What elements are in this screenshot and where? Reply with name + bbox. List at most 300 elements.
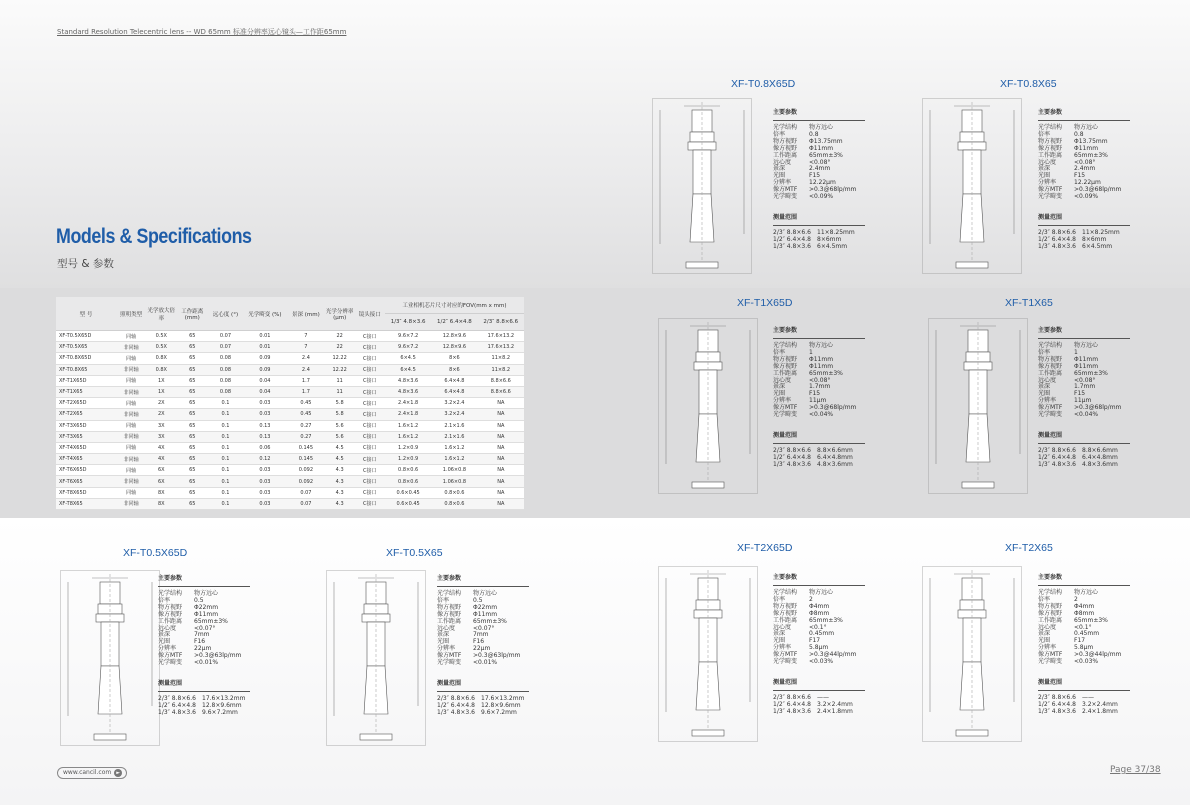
spec-row [773, 659, 865, 666]
spec-value: Φ11mm [809, 355, 834, 363]
spec-key: 光圈 [1038, 172, 1051, 180]
spec-value: 1.7mm [1074, 383, 1096, 391]
table-cell: 65 [176, 498, 208, 509]
spec-value: Φ11mm [1074, 144, 1099, 152]
footer-url-badge[interactable] [57, 767, 127, 779]
spec-key: 分辨率 [158, 645, 177, 653]
spec-key: 工作距离 [1038, 151, 1063, 159]
spec-value: 1 [1074, 348, 1078, 356]
spec-key: 像方MTF [1038, 404, 1063, 412]
spec-value: 0.8 [1074, 130, 1084, 138]
fov-key: 2/3″ 8.8×6.6 [1038, 446, 1076, 454]
spec-key: 光学结构 [1038, 124, 1063, 131]
spec-value: <0.04% [1074, 411, 1099, 419]
table-cell: 0.45 [287, 398, 325, 409]
th-model: 型 号 [56, 297, 116, 331]
spec-value: 物方远心 [1074, 342, 1099, 349]
table-cell: XF-T0.8X65 [56, 364, 116, 375]
spec-value: <0.08° [809, 158, 831, 166]
spec-key: 景深 [1038, 383, 1051, 391]
fov-value: 12.8×9.6mm [202, 701, 242, 709]
fov-key: 1/3″ 4.8×3.6 [773, 707, 811, 715]
spec-value: 12.22μm [1074, 179, 1101, 187]
table-row [56, 420, 524, 431]
table-cell: 1.7 [287, 386, 325, 397]
table-cell: 0.8×0.6 [431, 498, 477, 509]
table-cell: 0.1 [208, 454, 242, 465]
table-cell: 65 [176, 476, 208, 487]
table-cell: 非同轴 [116, 342, 146, 353]
table-cell: 8X [146, 487, 176, 498]
spec-key: 倍率 [158, 596, 171, 604]
spec-key: 光圈 [1038, 390, 1051, 398]
table-cell: 0.27 [287, 431, 325, 442]
table-cell: 65 [176, 431, 208, 442]
fov-key: 1/3″ 4.8×3.6 [773, 460, 811, 468]
spec-value: 物方远心 [809, 342, 834, 349]
spec-key: 工作距离 [158, 617, 183, 625]
fov-value: 9.6×7.2mm [481, 708, 517, 716]
table-cell: C接口 [355, 454, 385, 465]
spec-key: 景深 [773, 383, 786, 391]
table-cell: 2.4 [287, 353, 325, 364]
spec-value: 22μm [473, 645, 491, 653]
table-cell: 非同轴 [116, 498, 146, 509]
table-cell: 65 [176, 364, 208, 375]
spec-value: >0.3@63lp/mm [473, 652, 521, 660]
fov-key: 1/3″ 4.8×3.6 [437, 708, 475, 716]
table-cell: C接口 [355, 498, 385, 509]
spec-key: 工作距离 [437, 617, 462, 625]
table-cell: 6×4.5 [385, 364, 431, 375]
table-cell: 22 [325, 331, 355, 342]
table-cell: 同轴 [116, 331, 146, 342]
measure-range-label: 测量范围 [437, 681, 529, 692]
main-params-label: 主要参数 [1038, 575, 1130, 586]
spec-key: 倍率 [773, 348, 786, 356]
spec-key: 景深 [437, 631, 450, 639]
spec-value: <0.03% [809, 658, 834, 666]
table-cell: 8×6 [431, 353, 477, 364]
spec-key: 光学畸变 [158, 659, 183, 667]
table-cell: 0.03 [243, 398, 287, 409]
table-cell: 9.6×7.2 [385, 331, 431, 342]
th-fov-12: 1/2″ 6.4×4.8 [431, 314, 477, 331]
fov-row [773, 462, 865, 469]
table-cell: 5.6 [325, 420, 355, 431]
table-cell: 3X [146, 420, 176, 431]
measure-range-label: 测量范围 [1038, 215, 1130, 226]
fov-key: 1/2″ 6.4×4.8 [437, 701, 475, 709]
table-cell: 5.6 [325, 431, 355, 442]
spec-key: 工作距离 [773, 369, 798, 377]
fov-value: 17.6×13.2mm [481, 694, 525, 702]
spec-value: 1.7mm [809, 383, 831, 391]
spec-value: <0.03% [1074, 658, 1099, 666]
product-name: XF-T2X65D [737, 542, 793, 554]
table-cell: 6.4×4.8 [431, 386, 477, 397]
table-cell: 0.1 [208, 431, 242, 442]
spec-value: F16 [194, 638, 206, 646]
th-fov: 工业相机芯片尺寸对应的FOV(mm x mm) [385, 297, 524, 314]
fov-value: 11×8.25mm [1082, 228, 1120, 236]
table-cell: 非同轴 [116, 476, 146, 487]
spec-row [437, 660, 529, 667]
spec-value: 0.5 [473, 596, 483, 604]
spec-value: 65mm±3% [194, 617, 228, 625]
fov-key: 2/3″ 8.8×6.6 [773, 228, 811, 236]
spec-value: 物方远心 [1074, 124, 1099, 131]
table-cell: 0.13 [243, 420, 287, 431]
spec-key: 光圈 [773, 637, 786, 645]
spec-key: 倍率 [437, 596, 450, 604]
fov-value: 6×4.5mm [817, 242, 848, 250]
spec-block [773, 110, 865, 251]
th-wd: 工作距离 (mm) [176, 297, 208, 331]
table-cell: 0.145 [287, 442, 325, 453]
spec-key: 光学畸变 [773, 411, 798, 419]
spec-key: 景深 [158, 631, 171, 639]
table-cell: 0.092 [287, 476, 325, 487]
table-cell: 65 [176, 386, 208, 397]
fov-key: 1/2″ 6.4×4.8 [1038, 235, 1076, 243]
table-cell: 0.45 [287, 409, 325, 420]
spec-value: 2 [809, 595, 813, 603]
table-cell: 8X [146, 498, 176, 509]
table-row [56, 386, 524, 397]
table-cell: 65 [176, 420, 208, 431]
main-params-label: 主要参数 [158, 576, 250, 587]
table-cell: 7 [287, 331, 325, 342]
table-cell: NA [478, 465, 524, 476]
spec-value: F15 [809, 390, 821, 398]
spec-table-body [56, 331, 524, 510]
spec-key: 光学结构 [1038, 342, 1063, 349]
spec-block [773, 328, 865, 469]
spec-value: >0.3@68lp/mm [809, 186, 857, 194]
table-cell: 4X [146, 442, 176, 453]
table-cell: 0.09 [243, 353, 287, 364]
table-cell: 4.5 [325, 442, 355, 453]
spec-key: 光圈 [773, 390, 786, 398]
spec-key: 景深 [1038, 165, 1051, 173]
table-cell: 非同轴 [116, 409, 146, 420]
table-cell: 0.1 [208, 465, 242, 476]
table-cell: C接口 [355, 386, 385, 397]
spec-value: 11μm [1074, 397, 1092, 405]
th-fov-13: 1/3″ 4.8×3.6 [385, 314, 431, 331]
spec-block [158, 576, 250, 717]
spec-key: 光圈 [773, 172, 786, 180]
table-row [56, 342, 524, 353]
section-subtitle: 型号 & 参数 [57, 258, 114, 270]
spec-key: 像方MTF [773, 651, 798, 659]
table-cell: 2.1×1.6 [431, 420, 477, 431]
table-cell: 9.6×7.2 [385, 342, 431, 353]
spec-key: 远心度 [1038, 376, 1057, 384]
table-cell: 4.8×3.6 [385, 375, 431, 386]
measure-range-label: 测量范围 [773, 433, 865, 444]
spec-key: 像方视野 [437, 610, 462, 618]
spec-key: 物方视野 [773, 602, 798, 610]
table-cell: 2.4×1.8 [385, 409, 431, 420]
spec-value: <0.08° [1074, 158, 1096, 166]
table-row [56, 331, 524, 342]
spec-key: 光圈 [158, 638, 171, 646]
table-cell: 4.5 [325, 454, 355, 465]
spec-block [773, 575, 865, 716]
spec-value: 65mm±3% [809, 369, 843, 377]
fov-key: 1/2″ 6.4×4.8 [1038, 700, 1076, 708]
table-cell: XF-T8X65D [56, 487, 116, 498]
table-cell: XF-T3X65 [56, 431, 116, 442]
table-cell: 0.08 [208, 386, 242, 397]
fov-key: 1/3″ 4.8×3.6 [1038, 707, 1076, 715]
table-cell: C接口 [355, 409, 385, 420]
spec-key: 分辨率 [773, 644, 792, 652]
spec-key: 物方视野 [158, 603, 183, 611]
measure-range-label: 测量范围 [1038, 433, 1130, 444]
table-cell: C接口 [355, 375, 385, 386]
spec-value: <0.07° [473, 624, 495, 632]
spec-value: Φ22mm [473, 603, 498, 611]
table-cell: 12.8×9.6 [431, 342, 477, 353]
lens-drawing [60, 570, 160, 750]
spec-value: 0.45mm [809, 630, 835, 638]
table-cell: 0.03 [243, 465, 287, 476]
table-cell: C接口 [355, 331, 385, 342]
spec-value: Φ4mm [809, 602, 830, 610]
fov-key: 2/3″ 8.8×6.6 [1038, 228, 1076, 236]
spec-block [437, 576, 529, 717]
spec-value: 2.4mm [809, 165, 831, 173]
table-cell: 同轴 [116, 375, 146, 386]
table-cell: XF-T2X65 [56, 409, 116, 420]
table-cell: 0.07 [208, 331, 242, 342]
product-name: XF-T0.8X65D [731, 78, 796, 90]
main-params-label: 主要参数 [773, 328, 865, 339]
spec-key: 像方视野 [773, 144, 798, 152]
spec-key: 物方视野 [773, 355, 798, 363]
table-cell: 4.8×3.6 [385, 386, 431, 397]
product-name: XF-T0.5X65 [386, 547, 443, 559]
fov-value: 6.4×4.8mm [817, 453, 853, 461]
table-cell: 非同轴 [116, 454, 146, 465]
table-cell: 1.6×1.2 [385, 420, 431, 431]
spec-key: 远心度 [1038, 623, 1057, 631]
table-cell: 0.8×0.6 [385, 476, 431, 487]
table-cell: 1.6×1.2 [431, 442, 477, 453]
table-cell: NA [478, 398, 524, 409]
table-cell: 0.03 [243, 487, 287, 498]
spec-key: 光学结构 [773, 124, 798, 131]
table-cell: 0.08 [208, 375, 242, 386]
spec-value: Φ13.75mm [809, 137, 843, 145]
table-cell: 0.8×0.6 [431, 487, 477, 498]
spec-key: 光学结构 [158, 590, 183, 597]
spec-key: 光圈 [1038, 637, 1051, 645]
spec-row [773, 194, 865, 201]
spec-key: 光学畸变 [773, 658, 798, 666]
spec-block [1038, 110, 1130, 251]
table-row [56, 375, 524, 386]
table-cell: 6X [146, 465, 176, 476]
arrow-icon: ► [114, 769, 122, 777]
main-params-label: 主要参数 [437, 576, 529, 587]
table-cell: XF-T1X65D [56, 375, 116, 386]
table-cell: XF-T4X65 [56, 454, 116, 465]
spec-key: 光学畸变 [1038, 193, 1063, 201]
fov-value: 12.8×9.6mm [481, 701, 521, 709]
table-cell: 同轴 [116, 487, 146, 498]
fov-value: 8×6mm [817, 235, 842, 243]
table-row [56, 476, 524, 487]
spec-key: 远心度 [773, 376, 792, 384]
table-cell: C接口 [355, 442, 385, 453]
spec-row [437, 591, 529, 598]
table-cell: 5.8 [325, 398, 355, 409]
main-params-label: 主要参数 [773, 575, 865, 586]
fov-row [437, 710, 529, 717]
spec-value: 65mm±3% [809, 616, 843, 624]
spec-row [773, 125, 865, 132]
fov-row [158, 710, 250, 717]
spec-value: 2.4mm [1074, 165, 1096, 173]
spec-row [773, 590, 865, 597]
measure-range-label: 测量范围 [158, 681, 250, 692]
table-cell: 65 [176, 409, 208, 420]
fov-value: —— [1082, 693, 1094, 701]
spec-value: 2 [1074, 595, 1078, 603]
spec-key: 倍率 [773, 130, 786, 138]
fov-key: 2/3″ 8.8×6.6 [437, 694, 475, 702]
table-cell: 8.8×6.6 [478, 375, 524, 386]
spec-value: <0.01% [194, 659, 219, 667]
spec-key: 像方视野 [1038, 362, 1063, 370]
table-cell: 0.07 [287, 498, 325, 509]
table-cell: 11 [325, 375, 355, 386]
table-cell: C接口 [355, 420, 385, 431]
fov-row [1038, 462, 1130, 469]
table-cell: 0.092 [287, 465, 325, 476]
table-cell: 4X [146, 454, 176, 465]
table-cell: 0.8×0.6 [385, 465, 431, 476]
spec-value: >0.3@63lp/mm [194, 652, 242, 660]
th-telecentricity: 远心度 (°) [208, 297, 242, 331]
spec-key: 物方视野 [1038, 137, 1063, 145]
fov-key: 2/3″ 8.8×6.6 [158, 694, 196, 702]
table-cell: 65 [176, 331, 208, 342]
table-cell: 1.06×0.8 [431, 465, 477, 476]
main-params-label: 主要参数 [1038, 110, 1130, 121]
spec-key: 光学结构 [773, 589, 798, 596]
table-cell: 0.145 [287, 454, 325, 465]
table-row [56, 431, 524, 442]
table-cell: 12.22 [325, 353, 355, 364]
fov-row [1038, 244, 1130, 251]
table-cell: 65 [176, 442, 208, 453]
table-cell: 4.3 [325, 465, 355, 476]
table-cell: XF-T2X65D [56, 398, 116, 409]
spec-key: 物方视野 [773, 137, 798, 145]
spec-key: 远心度 [158, 624, 177, 632]
product-name: XF-T1X65 [1005, 297, 1053, 309]
fov-key: 1/2″ 6.4×4.8 [773, 700, 811, 708]
table-cell: 1X [146, 386, 176, 397]
spec-row [1038, 659, 1130, 666]
spec-key: 像方视野 [773, 362, 798, 370]
spec-key: 工作距离 [773, 151, 798, 159]
table-cell: 2X [146, 398, 176, 409]
table-cell: XF-T0.5X65D [56, 331, 116, 342]
product-name: XF-T1X65D [737, 297, 793, 309]
spec-row [158, 591, 250, 598]
table-cell: 0.01 [243, 342, 287, 353]
table-cell: 3.2×2.4 [431, 398, 477, 409]
lens-drawing [658, 566, 758, 746]
fov-value: 8.8×6.6mm [1082, 446, 1118, 454]
spec-key: 物方视野 [1038, 602, 1063, 610]
table-cell: 同轴 [116, 420, 146, 431]
lens-drawing [928, 318, 1028, 498]
fov-key: 2/3″ 8.8×6.6 [1038, 693, 1076, 701]
table-cell: 2.4×1.8 [385, 398, 431, 409]
table-cell: 1X [146, 375, 176, 386]
spec-value: Φ11mm [809, 144, 834, 152]
footer-url[interactable]: www.cancil.com [63, 769, 112, 776]
table-cell: C接口 [355, 476, 385, 487]
spec-value: <0.04% [809, 411, 834, 419]
fov-key: 2/3″ 8.8×6.6 [773, 446, 811, 454]
table-cell: 0.1 [208, 498, 242, 509]
table-cell: 12.8×9.6 [431, 331, 477, 342]
table-cell: 0.27 [287, 420, 325, 431]
table-cell: 11×8.2 [478, 353, 524, 364]
spec-value: F17 [1074, 637, 1086, 645]
table-cell: 非同轴 [116, 386, 146, 397]
table-cell: 3X [146, 431, 176, 442]
table-cell: 0.5X [146, 342, 176, 353]
table-cell: 0.04 [243, 386, 287, 397]
spec-value: 65mm±3% [1074, 616, 1108, 624]
spec-value: Φ8mm [1074, 609, 1095, 617]
spec-value: 22μm [194, 645, 212, 653]
spec-value: 0.45mm [1074, 630, 1100, 638]
table-cell: 2.4 [287, 364, 325, 375]
fov-value: 2.4×1.8mm [1082, 707, 1118, 715]
table-cell: NA [478, 487, 524, 498]
spec-key: 像方MTF [773, 404, 798, 412]
spec-value: >0.3@68lp/mm [809, 404, 857, 412]
th-mount: 镜头接口 [355, 297, 385, 331]
table-cell: 0.07 [208, 342, 242, 353]
table-row [56, 409, 524, 420]
table-cell: 0.1 [208, 420, 242, 431]
spec-key: 远心度 [773, 623, 792, 631]
fov-row [773, 709, 865, 716]
table-cell: 8×6 [431, 364, 477, 375]
spec-row [773, 343, 865, 350]
table-cell: 6X [146, 476, 176, 487]
table-cell: C接口 [355, 398, 385, 409]
spec-key: 像方视野 [773, 609, 798, 617]
table-cell: 4.3 [325, 487, 355, 498]
spec-key: 像方MTF [1038, 651, 1063, 659]
spec-value: 65mm±3% [809, 151, 843, 159]
measure-range-label: 测量范围 [773, 680, 865, 691]
fov-key: 1/2″ 6.4×4.8 [773, 235, 811, 243]
spec-key: 分辨率 [1038, 179, 1057, 187]
